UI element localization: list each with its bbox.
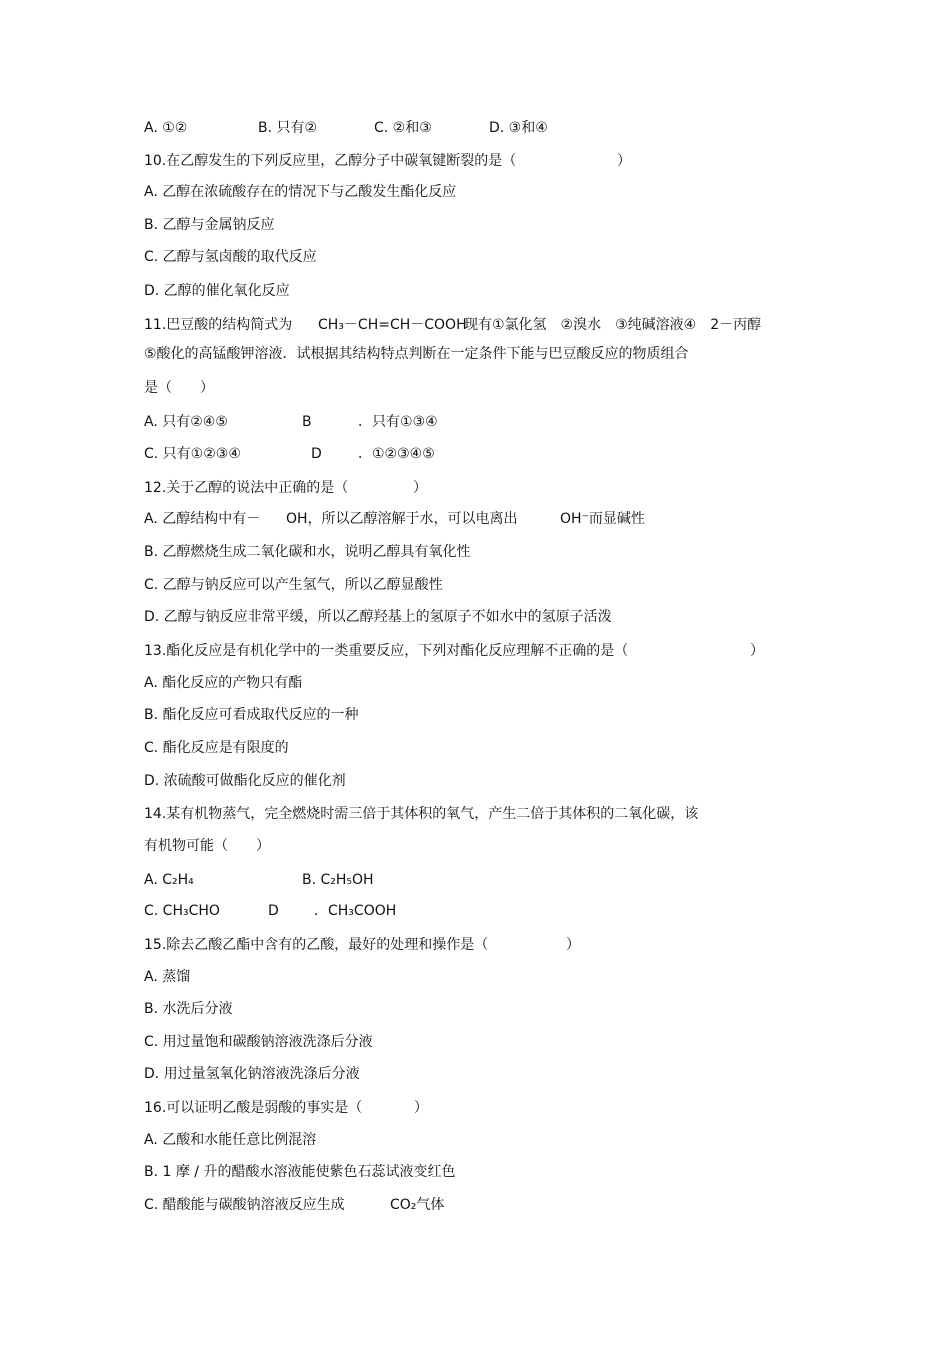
q9-option-a: A. ①② (144, 120, 188, 136)
q11-option-a: A. 只有②④⑤ (144, 414, 228, 430)
q14-option-c: C. CH₃CHO (144, 903, 220, 919)
q12-option-c-text: C. 乙醇与钠反应可以产生氢气，所以乙醇显酸性 (144, 577, 443, 593)
q12-option-a-part3: OH⁻而显碱性 (560, 511, 645, 527)
q11-line-3-text: 是（ ） (144, 380, 214, 396)
q14-option-a: A. C₂H₄ (144, 872, 194, 888)
q13-option-a-text: A. 酯化反应的产物只有酯 (144, 675, 303, 691)
q15-paren-close: ） (566, 937, 580, 953)
q9-option-d: D. ③和④ (489, 120, 548, 136)
q10-option-d-text: D. 乙醇的催化氧化反应 (144, 283, 290, 299)
q12-option-a-part2: OH，所以乙醇溶解于水，可以电离出 (286, 511, 518, 527)
q13-option-c-text: C. 酯化反应是有限度的 (144, 740, 289, 756)
q10-option-a-text: A. 乙醇在浓硫酸存在的情况下与乙酸发生酯化反应 (144, 184, 457, 200)
q12-option-a-part1: A. 乙醇结构中有－ (144, 511, 261, 527)
q11-option-b-text: ．只有①③④ (358, 414, 438, 430)
q12-option-d-text: D. 乙醇与钠反应非常平缓，所以乙醇羟基上的氢原子不如水中的氢原子活泼 (144, 609, 612, 625)
q11-option-d-text: ．①②③④⑤ (358, 446, 435, 462)
q11-stem-start: 11.巴豆酸的结构简式为 (144, 317, 293, 333)
q9-option-c: C. ②和③ (374, 120, 432, 136)
q15-stem-text: 15.除去乙酸乙酯中含有的乙酸，最好的处理和操作是（ (144, 937, 489, 953)
q10-option-c-text: C. 乙醇与氢卤酸的取代反应 (144, 249, 317, 265)
q12-paren-close: ） (413, 480, 427, 496)
q14-stem-text: 14.某有机物蒸气，完全燃烧时需三倍于其体积的氧气，产生二倍于其体积的二氧化碳，该 (144, 806, 699, 822)
q14-option-b: B. C₂H₅OH (302, 872, 374, 888)
q16-option-c-part2: CO₂气体 (390, 1197, 445, 1213)
q10-stem-text: 10.在乙醇发生的下列反应里，乙醇分子中碳氧键断裂的是（ (144, 153, 517, 169)
q16-stem-text: 16.可以证明乙酸是弱酸的事实是（ (144, 1100, 363, 1116)
q15-option-c-text: C. 用过量饱和碳酸钠溶液洗涤后分液 (144, 1034, 373, 1050)
q13-option-d-text: D. 浓硫酸可做酯化反应的催化剂 (144, 773, 346, 789)
q13-stem-text: 13.酯化反应是有机化学中的一类重要反应，下列对酯化反应理解不正确的是（ (144, 643, 629, 659)
q11-line-2-text: ⑤酸化的高锰酸钾溶液．试根据其结构特点判断在一定条件下能与巴豆酸反应的物质组合 (144, 346, 689, 362)
q16-option-a-text: A. 乙酸和水能任意比例混溶 (144, 1132, 317, 1148)
q16-paren-close: ） (414, 1100, 428, 1116)
q12-option-b-text: B. 乙醇燃烧生成二氧化碳和水，说明乙醇具有氧化性 (144, 544, 471, 560)
q16-option-c-part1: C. 醋酸能与碳酸钠溶液反应生成 (144, 1197, 345, 1213)
q14-option-d-text: ．CH₃COOH (314, 903, 397, 919)
q11-formula: CH₃－CH=CH－COOH (318, 317, 467, 333)
q15-option-d-text: D. 用过量氢氧化钠溶液洗涤后分液 (144, 1066, 360, 1082)
q15-option-b-text: B. 水洗后分液 (144, 1001, 233, 1017)
q11-option-d-letter: D (311, 446, 322, 462)
q11-stem-rest: 现有①氯化氢 ②溴水 ③纯碱溶液④ 2－丙醇 (464, 317, 762, 333)
q11-option-b-letter: B (302, 414, 312, 430)
q10-option-b-text: B. 乙醇与金属钠反应 (144, 217, 275, 233)
q16-option-b-text: B. 1 摩 / 升的醋酸水溶液能使紫色石蕊试液变红色 (144, 1164, 456, 1180)
q9-option-b: B. 只有② (258, 120, 318, 136)
q12-stem-text: 12.关于乙醇的说法中正确的是（ (144, 480, 349, 496)
q13-option-b-text: B. 酯化反应可看成取代反应的一种 (144, 707, 359, 723)
q15-option-a-text: A. 蒸馏 (144, 969, 191, 985)
q13-paren-close: ） (750, 643, 764, 659)
q11-option-c: C. 只有①②③④ (144, 446, 241, 462)
q10-paren-close: ） (617, 153, 631, 169)
q14-line-2-text: 有机物可能（ ） (144, 838, 270, 854)
q14-option-d-letter: D (268, 903, 279, 919)
